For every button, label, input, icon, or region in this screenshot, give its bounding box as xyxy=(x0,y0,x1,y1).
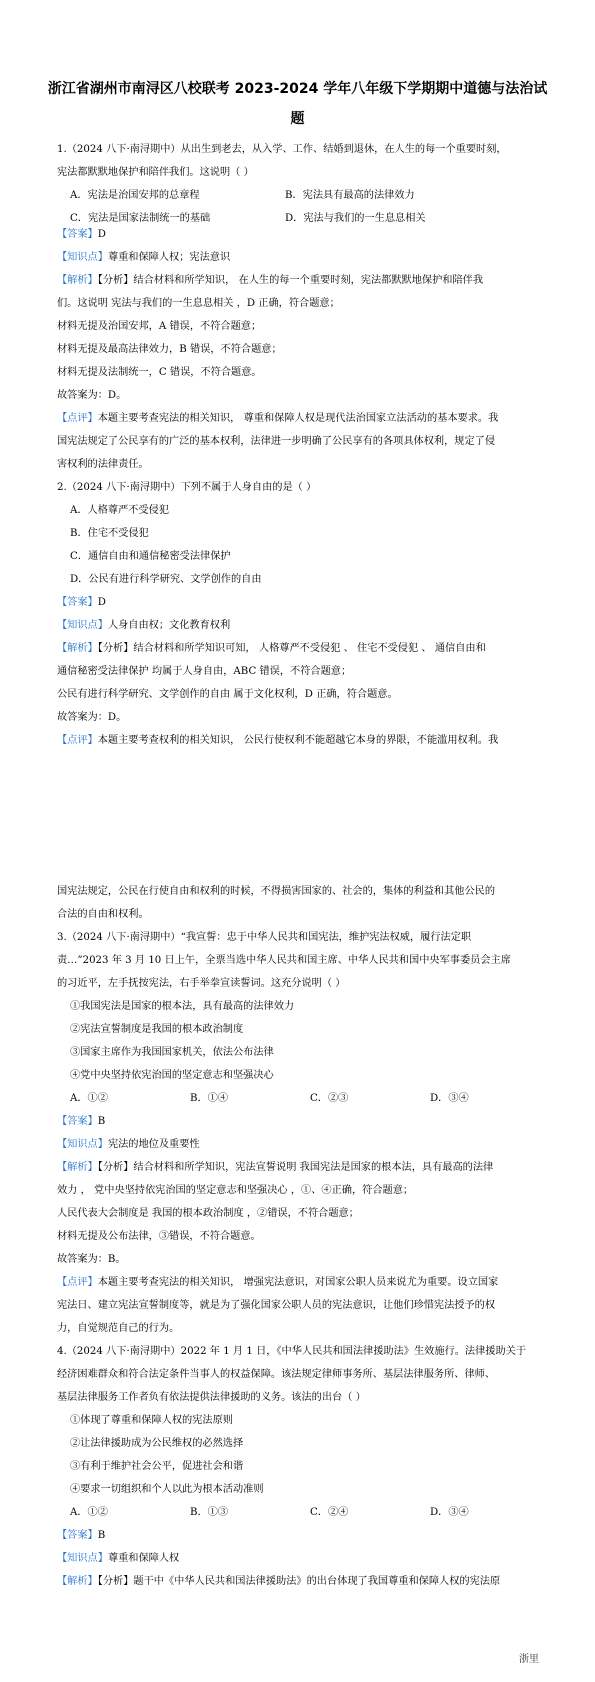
section-tag: 【解析】 xyxy=(57,643,98,654)
text-line: 【解析】【分析】题干中《中华人民共和国法律援助法》的出台体现了我国尊重和保障人权的宪法原 xyxy=(57,1576,501,1587)
text-line: 3.（2024 八下·南浔期中）“我宣誓：忠于中华人民共和国宪法，维护宪法权威，履行法定职 xyxy=(57,932,472,943)
text-line: 责…”2023 年 3 月 10 日上午，全票当选中华人民共和国主席、中华人民共和国中央军事委员会主席 xyxy=(57,955,511,966)
text-line: D．公民有进行科学研究、文学创作的自由 xyxy=(70,574,262,585)
text-line: 基层法律服务工作者负有依法提供法律援助的义务。该法的出台（ ） xyxy=(57,1392,366,1403)
section-tag: 【知识点】 xyxy=(57,1139,108,1150)
text-line: ③有利于维护社会公平，促进社会和谐 xyxy=(70,1461,244,1472)
section-tag: 【点评】 xyxy=(57,1277,98,1288)
answer-option: D．宪法与我们的一生息息相关 xyxy=(285,213,426,224)
text-line: 1.（2024 八下·南浔期中）从出生到老去，从入学、工作、结婚到退休，在人生的每一个重要时刻， xyxy=(57,144,507,155)
text-line: 材料无提及法制统一，C 错误，不符合题意。 xyxy=(57,367,262,378)
text-line: 【解析】【分析】结合材料和所学知识， 在人生的每一个重要时刻，宪法都默默地保护和陪伴我 xyxy=(57,275,484,286)
text-line: B．住宅不受侵犯 xyxy=(70,528,149,539)
text-line: 材料无提及公布法律，③错误，不符合题意。 xyxy=(57,1231,261,1242)
answer-option: C．宪法是国家法制统一的基础 xyxy=(70,213,211,224)
section-tag: 【答案】 xyxy=(57,1116,98,1127)
text-line: 故答案为：D。 xyxy=(57,390,127,401)
answer-option: A．宪法是治国安邦的总章程 xyxy=(70,190,200,201)
title-line-1: 浙江省湖州市南浔区八校联考 2023-2024 学年八年级下学期期中道德与法治试 xyxy=(47,81,548,97)
text-line: 力，自觉规范自己的行为。 xyxy=(57,1323,180,1334)
text-line: 【知识点】宪法的地位及重要性 xyxy=(57,1139,200,1150)
text-line: 材料无提及治国安邦，A 错误，不符合题意； xyxy=(57,321,262,332)
text-line: 【知识点】尊重和保障人权；宪法意识 xyxy=(57,252,231,263)
page-footer: 浙里 xyxy=(519,1654,539,1665)
text-line: ①我国宪法是国家的根本法，具有最高的法律效力 xyxy=(70,1001,295,1012)
section-tag: 【答案】 xyxy=(57,597,98,608)
section-tag: 【解析】 xyxy=(57,1576,98,1587)
text-line: ②宪法宣誓制度是我国的根本政治制度 xyxy=(70,1024,244,1035)
text-line: 【答案】D xyxy=(57,229,106,240)
section-tag: 【答案】 xyxy=(57,1530,98,1541)
text-line: 宪法都默默地保护和陪伴我们。这说明（ ） xyxy=(57,167,254,178)
text-line: 【点评】本题主要考查宪法的相关知识， 增强宪法意识，对国家公职人员来说尤为重要。设立国家 xyxy=(57,1277,499,1288)
text-line: 经济困难群众和符合法定条件当事人的权益保障。该法规定律师事务所、基层法律服务所、律师、 xyxy=(57,1369,496,1380)
answer-option: A．①② xyxy=(70,1093,108,1104)
section-tag: 【答案】 xyxy=(57,229,98,240)
text-line: 【答案】B xyxy=(57,1116,106,1127)
text-line: 国宪法规定，公民在行使自由和权利的时候，不得损害国家的、社会的，集体的利益和其他公民的 xyxy=(57,886,496,897)
text-line: 效力 ， 党中央坚持依宪治国的坚定意志和坚强决心 ，①、④正确，符合题意； xyxy=(57,1185,414,1196)
text-line: A．人格尊严不受侵犯 xyxy=(70,505,170,516)
answer-option: D．③④ xyxy=(430,1507,469,1518)
text-line: 合法的自由和权利。 xyxy=(57,909,149,920)
text-line: 宪法日、建立宪法宣誓制度等，就是为了强化国家公职人员的宪法意识，让他们珍惜宪法授予的权 xyxy=(57,1300,496,1311)
text-line: 故答案为：D。 xyxy=(57,712,127,723)
answer-option: B．①④ xyxy=(190,1093,229,1104)
text-line: ②让法律援助成为公民维权的必然选择 xyxy=(70,1438,244,1449)
answer-option: B．宪法具有最高的法律效力 xyxy=(285,190,415,201)
section-tag: 【知识点】 xyxy=(57,252,108,263)
text-line: 国宪法规定了公民享有的广泛的基本权利，法律进一步明确了公民享有的各项具体权利，规定了侵 xyxy=(57,436,496,447)
section-tag: 【解析】 xyxy=(57,1162,98,1173)
answer-option: C．②④ xyxy=(310,1507,349,1518)
text-line: 的习近平，左手抚按宪法，右手举拳宣读誓词。这充分说明（ ） xyxy=(57,978,346,989)
text-line: 【解析】【分析】结合材料和所学知识可知， 人格尊严不受侵犯 、 住宅不受侵犯 、 通信自由和 xyxy=(57,643,486,654)
text-line: C．通信自由和通信秘密受法律保护 xyxy=(70,551,231,562)
section-tag: 【点评】 xyxy=(57,735,98,746)
document-title xyxy=(40,74,555,134)
text-line: 人民代表大会制度是 我国的根本政治制度 ，②错误，不符合题意； xyxy=(57,1208,359,1219)
answer-option: A．①② xyxy=(70,1507,108,1518)
text-line: 2.（2024 八下·南浔期中）下列不属于人身自由的是（ ） xyxy=(57,482,317,493)
answer-option: D．③④ xyxy=(430,1093,469,1104)
text-line: 【点评】本题主要考查权利的相关知识， 公民行使权利不能超越它本身的界限，不能滥用权利。我 xyxy=(57,735,499,746)
section-tag: 【知识点】 xyxy=(57,620,108,631)
section-tag: 【解析】 xyxy=(57,275,98,286)
text-line: 公民有进行科学研究、文学创作的自由 属于文化权利，D 正确，符合题意。 xyxy=(57,689,398,700)
text-line: 【解析】【分析】结合材料和所学知识，宪法宣誓说明 我国宪法是国家的根本法，具有最高的法律 xyxy=(57,1162,494,1173)
section-tag: 【知识点】 xyxy=(57,1553,108,1564)
text-line: ④要求一切组织和个人以此为根本活动准则 xyxy=(70,1484,264,1495)
title-line-2: 题 xyxy=(290,111,305,127)
text-line: 通信秘密受法律保护 均属于人身自由，ABC 错误，不符合题意； xyxy=(57,666,352,677)
text-line: 【点评】本题主要考查宪法的相关知识， 尊重和保障人权是现代法治国家立法活动的基本要求。我 xyxy=(57,413,499,424)
section-tag: 【点评】 xyxy=(57,413,98,424)
answer-option: B．①③ xyxy=(190,1507,229,1518)
text-line: ①体现了尊重和保障人权的宪法原则 xyxy=(70,1415,233,1426)
text-line: ③国家主席作为我国国家机关，依法公布法律 xyxy=(70,1047,274,1058)
text-line: 【答案】D xyxy=(57,597,106,608)
text-line: 害权利的法律责任。 xyxy=(57,459,149,470)
text-line: 【知识点】人身自由权；文化教育权利 xyxy=(57,620,231,631)
text-line: ④党中央坚持依宪治国的坚定意志和坚强决心 xyxy=(70,1070,274,1081)
answer-option: C．②③ xyxy=(310,1093,349,1104)
text-line: 4.（2024 八下·南浔期中）2022 年 1 月 1 日，《中华人民共和国法律援助法》生效施行。法律援助关于 xyxy=(57,1346,527,1357)
text-line: 【知识点】尊重和保障人权 xyxy=(57,1553,180,1564)
text-line: 【答案】B xyxy=(57,1530,106,1541)
text-line: 材料无提及最高法律效力，B 错误，不符合题意； xyxy=(57,344,282,355)
text-line: 故答案为：B。 xyxy=(57,1254,126,1265)
text-line: 们。这说明 宪法与我们的一生息息相关 ，D 正确，符合题意； xyxy=(57,298,340,309)
